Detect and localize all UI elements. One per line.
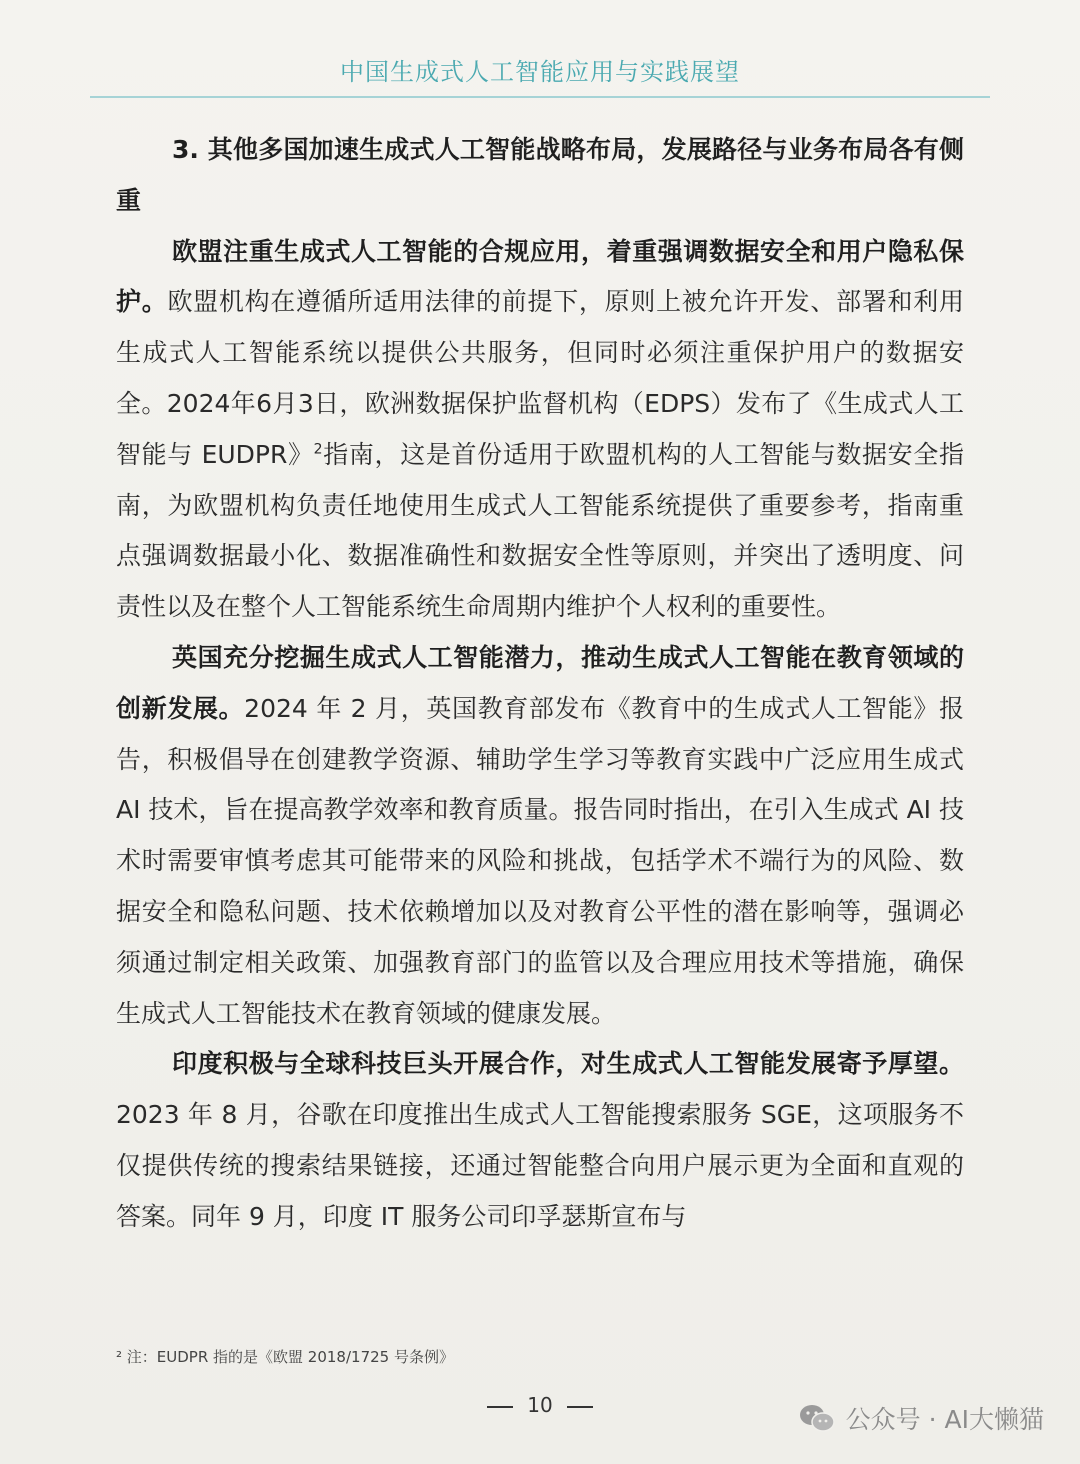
- document-body: [116, 125, 964, 1243]
- watermark: [798, 1400, 1044, 1436]
- footnote: ² 注：EUDPR 指的是《欧盟 2018/1725 号条例》: [116, 1348, 454, 1366]
- paragraph-uk-text: 2024 年 2 月，英国教育部发布《教育中的生成式人工智能》报告，积极倡导在创建教学资源、辅助学生学习等教育实践中广泛应用生成式 AI 技术，旨在提高教学效率和教育质量。报告同时指出，在引入生成式 AI 技术时需要审慎考虑其可能带来的风险和挑战，包括学术不端行为的风险、数据安全和隐私问题、技术依赖增加以及对教育公平性的潜在影响等，强调必须通过制定相关政策、加强教育部门的监管以及合理应用技术等措施，确保生成式人工智能技术在教育领域的健康发展。: [116, 693, 964, 1028]
- running-header: 中国生成式人工智能应用与实践展望: [340, 58, 740, 86]
- watermark-text: 公众号 · AI大懒猫: [845, 1405, 1044, 1434]
- paragraph-eu-text-b: 指南，这是首份适用于欧盟机构的人工智能与数据安全指南，为欧盟机构负责任地使用生成式人工智能系统提供了重要参考，指南重点强调数据最小化、数据准确性和数据安全性等原则，并突出了透明度、问责性以及在整个人工智能系统生命周期内维护个人权利的重要性。: [116, 439, 964, 622]
- paragraph-uk-lead: 英国充分挖掘生成式人工智能潜力，推动生成式人工智能在教育领域的创新发展。: [116, 642, 964, 723]
- header-rule: [90, 96, 990, 98]
- paragraph-india-lead: 印度积极与全球科技巨头开展合作，对生成式人工智能发展寄予厚望。: [172, 1049, 964, 1079]
- paragraph-india: [116, 1039, 964, 1242]
- paragraph-eu-lead: 欧盟注重生成式人工智能的合规应用，着重强调数据安全和用户隐私保护。: [116, 236, 964, 317]
- wechat-icon: [798, 1403, 836, 1433]
- paragraph-eu-text-a: 欧盟机构在遵循所适用法律的前提下，原则上被允许开发、部署和利用生成式人工智能系统以提供公共服务，但同时必须注重保护用户的数据安全。2024年6月3日，欧洲数据保护监督机构（EDPS）发布了《生成式人工智能与 EUDPR》: [116, 287, 964, 469]
- section-heading-line1: 3. 其他多国加速生成式人工智能战略布局，发展路径与业务布局: [172, 135, 889, 164]
- page-number-value: 10: [527, 1393, 553, 1417]
- page-number-dash-left: [487, 1406, 513, 1408]
- section-heading: [116, 125, 964, 227]
- section-heading-line2: 各有侧重: [116, 135, 964, 215]
- paragraph-india-text: 2023 年 8 月，谷歌在印度推出生成式人工智能搜索服务 SGE，这项服务不仅提供传统的搜索结果链接，还通过智能整合向用户展示更为全面和直观的答案。同年 9 月，印度 IT 服务公司印孚瑟斯宣布与: [116, 1100, 964, 1231]
- paragraph-eu: [116, 227, 964, 633]
- page-number-dash-right: [567, 1406, 593, 1408]
- paragraph-uk: [116, 633, 964, 1039]
- footnote-ref[interactable]: 2: [313, 441, 323, 458]
